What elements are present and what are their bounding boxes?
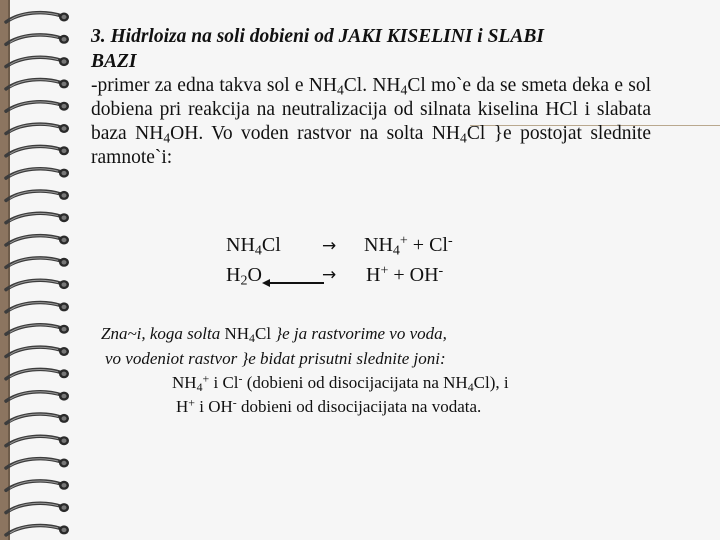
spiral-ring <box>6 79 69 89</box>
eq2-right-sup: + <box>380 263 389 279</box>
slide-content <box>91 24 651 170</box>
eq2-left-text-2: O <box>247 264 262 286</box>
spiral-ring <box>6 146 69 156</box>
eq1-left <box>226 234 281 257</box>
spiral-ring <box>6 392 69 402</box>
para-part-2: Cl. NH <box>343 75 401 96</box>
note-l3-b: i Cl <box>209 373 239 392</box>
eq1-right <box>364 234 453 257</box>
para-sub-3: 4 <box>163 130 171 146</box>
note-l3-a: NH <box>172 373 197 392</box>
note-l3-d: Cl), i <box>473 373 509 392</box>
para-part-3: Cl mo`e da se smeta deka e sol dobiena pri reakcija na neutralizacija od silnata kiselina HCl i slabata baza NH <box>91 75 651 144</box>
eq1-right-sup-2: - <box>447 233 453 249</box>
spiral-ring <box>6 258 69 268</box>
note-l1-d: }e ja rastvorime vo voda, <box>271 324 447 343</box>
spiral-ring <box>6 347 69 357</box>
para-sub-1: 4 <box>336 82 344 98</box>
note-line-1 <box>101 324 447 344</box>
note-l3-sub-2: 4 <box>467 379 474 394</box>
spiral-ring <box>6 325 69 335</box>
eq1-left-sub: 4 <box>254 243 262 259</box>
spiral-ring <box>6 191 69 201</box>
eq1-left-text-2: Cl <box>261 234 281 256</box>
slide-heading <box>91 24 651 74</box>
intro-paragraph <box>91 74 651 170</box>
spiral-ring <box>6 13 69 23</box>
heading-line-2: BAZI <box>91 51 137 72</box>
para-sub-4: 4 <box>460 130 467 146</box>
para-part-4: OH. Vo voden rastvor na solta NH <box>170 123 460 144</box>
note-l1-sub: 4 <box>249 330 255 345</box>
eq1-right-sup: + <box>399 233 408 249</box>
eq2-left-sub: 2 <box>240 273 248 289</box>
spiral-ring <box>6 525 69 535</box>
note-l3-sup: + <box>202 371 210 386</box>
eq1-left-text: NH <box>226 234 255 256</box>
note-l1-c: Cl <box>255 324 272 343</box>
spiral-ring <box>6 414 69 424</box>
spiral-ring <box>6 169 69 179</box>
note-line-2: vo vodeniot rastvor }e bidat prisutni slednite joni: <box>105 349 446 368</box>
eq1-right-sub: 4 <box>392 243 400 259</box>
note-l1-b: NH <box>224 324 250 343</box>
spiral-ring <box>6 102 69 112</box>
eq1-right-text: NH <box>364 234 393 256</box>
eq1-arrow: → <box>322 236 337 256</box>
spiral-ring <box>6 302 69 312</box>
spiral-ring <box>6 436 69 446</box>
equilibrium-arrow <box>262 276 330 290</box>
note-line-3 <box>172 373 509 393</box>
note-l4-b: i OH <box>195 397 233 416</box>
eq2-right-text-2: + OH <box>388 264 439 286</box>
spiral-ring <box>6 213 69 223</box>
spiral-ring <box>6 35 69 45</box>
eq1-right-text-2: + Cl <box>407 234 448 256</box>
spiral-ring <box>6 57 69 67</box>
heading-line-1: 3. Hidrloiza na soli dobieni od JAKI KISELINI i SLABI <box>91 26 544 47</box>
spiral-ring <box>6 503 69 512</box>
eq2-left-text: H <box>226 264 241 286</box>
note-l3-sub: 4 <box>196 379 203 394</box>
eq2-arrow: → <box>322 265 337 285</box>
note-l3-c: (dobieni od disocijacijata na NH <box>242 373 468 392</box>
eq2-right-text: H <box>366 264 381 286</box>
para-sub-2: 4 <box>400 82 408 98</box>
eq2-left <box>226 264 262 287</box>
para-part-1: -primer za edna takva sol e NH <box>91 75 337 96</box>
spiral-ring <box>6 481 69 491</box>
note-l4-c: dobieni od disocijacijata na vodata. <box>236 397 482 416</box>
eq2-right <box>366 264 443 287</box>
spiral-ring <box>6 236 69 246</box>
spiral-ring <box>6 369 69 379</box>
note-l4-sup-2: - <box>232 395 237 410</box>
spiral-ring <box>6 124 69 134</box>
para-part-5: Cl }e postojat slednite ramnote`i: <box>91 123 651 168</box>
note-l1-a: Zna~i, koga solta <box>101 324 225 343</box>
spiral-binding <box>0 0 90 540</box>
spiral-ring <box>6 459 69 469</box>
eq2-right-sup-2: - <box>438 263 444 279</box>
note-line-4 <box>176 397 481 417</box>
spiral-ring <box>6 280 69 290</box>
note-l3-sup-2: - <box>238 371 243 386</box>
note-l4-sup: + <box>188 395 195 410</box>
note-l4-a: H <box>176 397 189 416</box>
